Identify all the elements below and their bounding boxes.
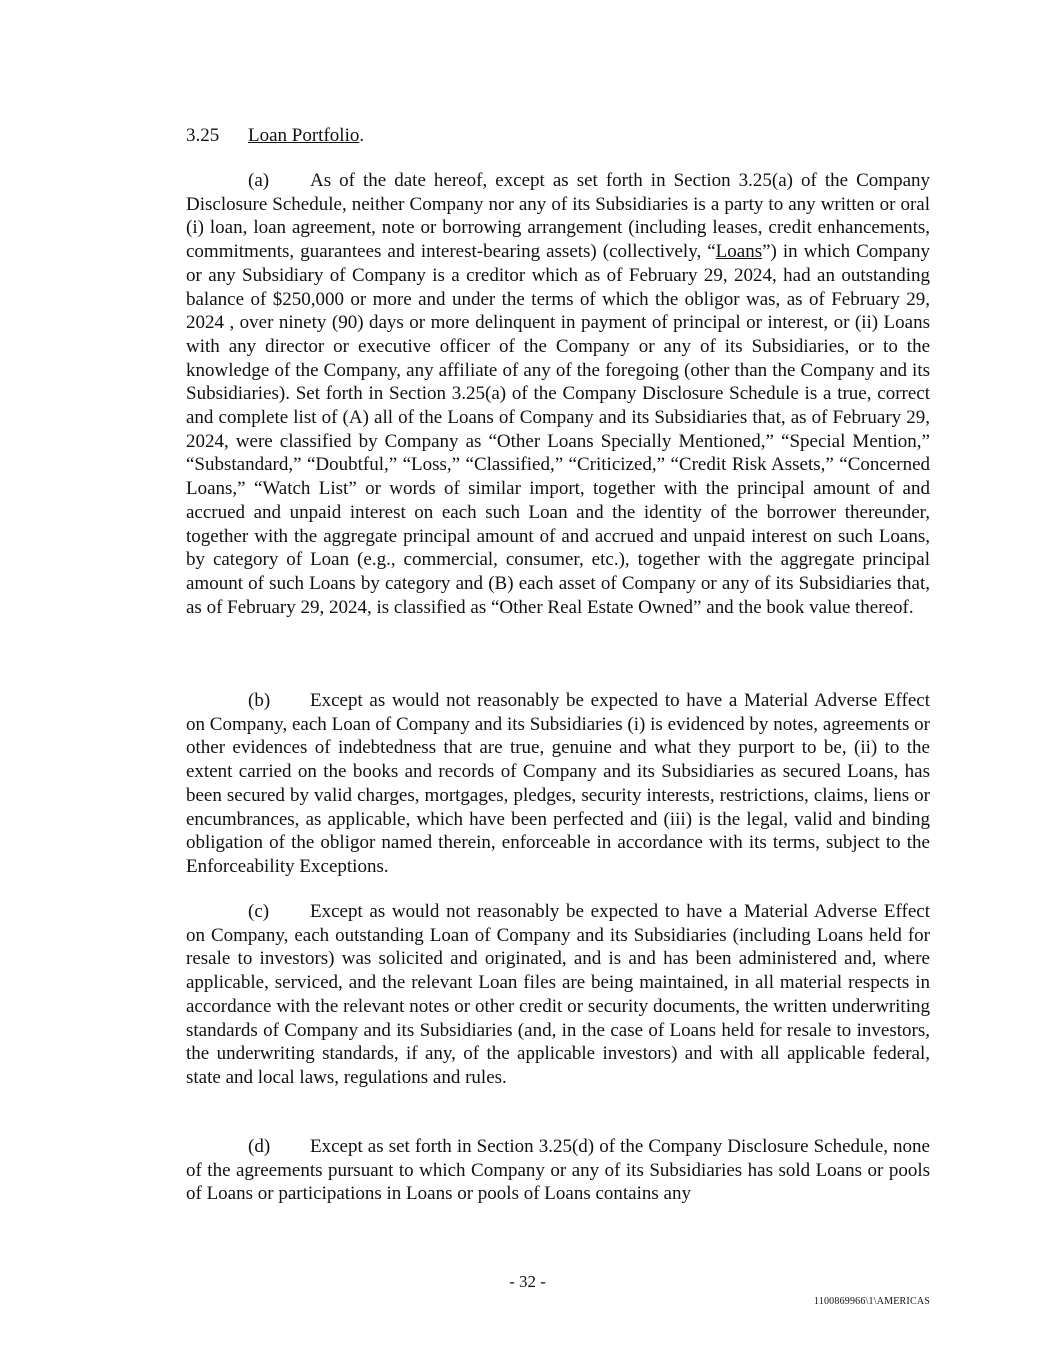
paragraph-text-continued: ”) in which Company or any Subsidiary of Company is a creditor which as of February 29, 2024, had an outstanding balance of $250,000 or more and under the terms of which the obligor was, as of February 29, 2024 , over ninety (90) days or more delinquent in payment of principal or interest, or (ii) Loans with any director or executive officer of the Company or any of its Subsidiaries, or to the knowledge of the Company, any affiliate of any of the foregoing (other than the Company and its Subsidiaries). Set forth in Section 3.25(a) of the Company Disclosure Schedule is a true, correct and complete list of (A) all of the Loans of Company and its Subsidiaries that, as of February 29, 2024, were classified by Company as “Other Loans Specially Mentioned,” “Special Mention,” “Substandard,” “Doubtful,” “Loss,” “Classified,” “Criticized,” “Credit Risk Assets,” “Concerned Loans,” “Watch List” or words of similar import, together with the principal amount of and accrued and unpaid interest on each such Loan and the identity of the borrower thereunder, together with the aggregate principal amount of and accrued and unpaid interest on such Loans, by category of Loan (e.g., commercial, consumer, etc.), together with the aggregate principal amount of such Loans by category and (B) each asset of Company or any of its Subsidiaries that, as of February 29, 2024, is classified as “Other Real Estate Owned” and the book value thereof. <box>186 241 930 618</box>
section-heading <box>186 124 364 148</box>
paragraph-label: (b) <box>248 690 271 711</box>
defined-term-loans: Loans <box>715 241 763 263</box>
document-id: 1100869966\1\AMERICAS <box>813 1296 930 1307</box>
section-number: 3.25 <box>186 125 220 146</box>
section-title: Loan Portfolio <box>248 125 360 146</box>
paragraph-c <box>186 900 930 1090</box>
paragraph-b <box>186 689 930 879</box>
page-number: - 32 - <box>509 1272 546 1291</box>
paragraph-text: Except as would not reasonably be expected to have a Material Adverse Effect on Company, each Loan of Company and its Subsidiaries (i) is evidenced by notes, agreements or other evidences of indebtedness that are true, genuine and what they purport to be, (ii) to the extent carried on the books and records of Company and its Subsidiaries as secured Loans, has been secured by valid charges, mortgages, pledges, security interests, restrictions, claims, liens or encumbrances, as applicable, which have been perfected and (iii) is the legal, valid and binding obligation of the obligor named therein, enforceable in accordance with its terms, subject to the Enforceability Exceptions. <box>186 690 930 877</box>
paragraph-text: Except as set forth in Section 3.25(d) of the Company Disclosure Schedule, none of the agreements pursuant to which Company or any of its Subsidiaries has sold Loans or pools of Loans or participations in Loans or pools of Loans contains any <box>186 1136 930 1205</box>
paragraph-label: (c) <box>248 901 270 922</box>
paragraph-text: As of the date hereof, except as set forth in Section 3.25(a) of the Company Disclosure Schedule, neither Company nor any of its Subsidiaries is a party to any written or oral (i) loan, loan agreement, note or borrowing arrangement (including leases, credit enhancements, commitments, guarantees and interest-bearing assets) (collectively, “ <box>186 170 930 263</box>
paragraph-text: Except as would not reasonably be expected to have a Material Adverse Effect on Company, each outstanding Loan of Company and its Subsidiaries (including Loans held for resale to investors) was solicited and originated, and is and has been administered and, where applicable, serviced, and the relevant Loan files are being maintained, in all material respects in accordance with the relevant notes or other credit or security documents, the written underwriting standards of Company and its Subsidiaries (and, in the case of Loans held for resale to investors, the underwriting standards, if any, of the applicable investors) and with all applicable federal, state and local laws, regulations and rules. <box>186 901 930 1088</box>
paragraph-label: (a) <box>248 170 270 191</box>
paragraph-label: (d) <box>248 1136 271 1157</box>
paragraph-a <box>186 169 930 619</box>
section-title-period: . <box>359 125 365 146</box>
paragraph-d <box>186 1135 930 1206</box>
